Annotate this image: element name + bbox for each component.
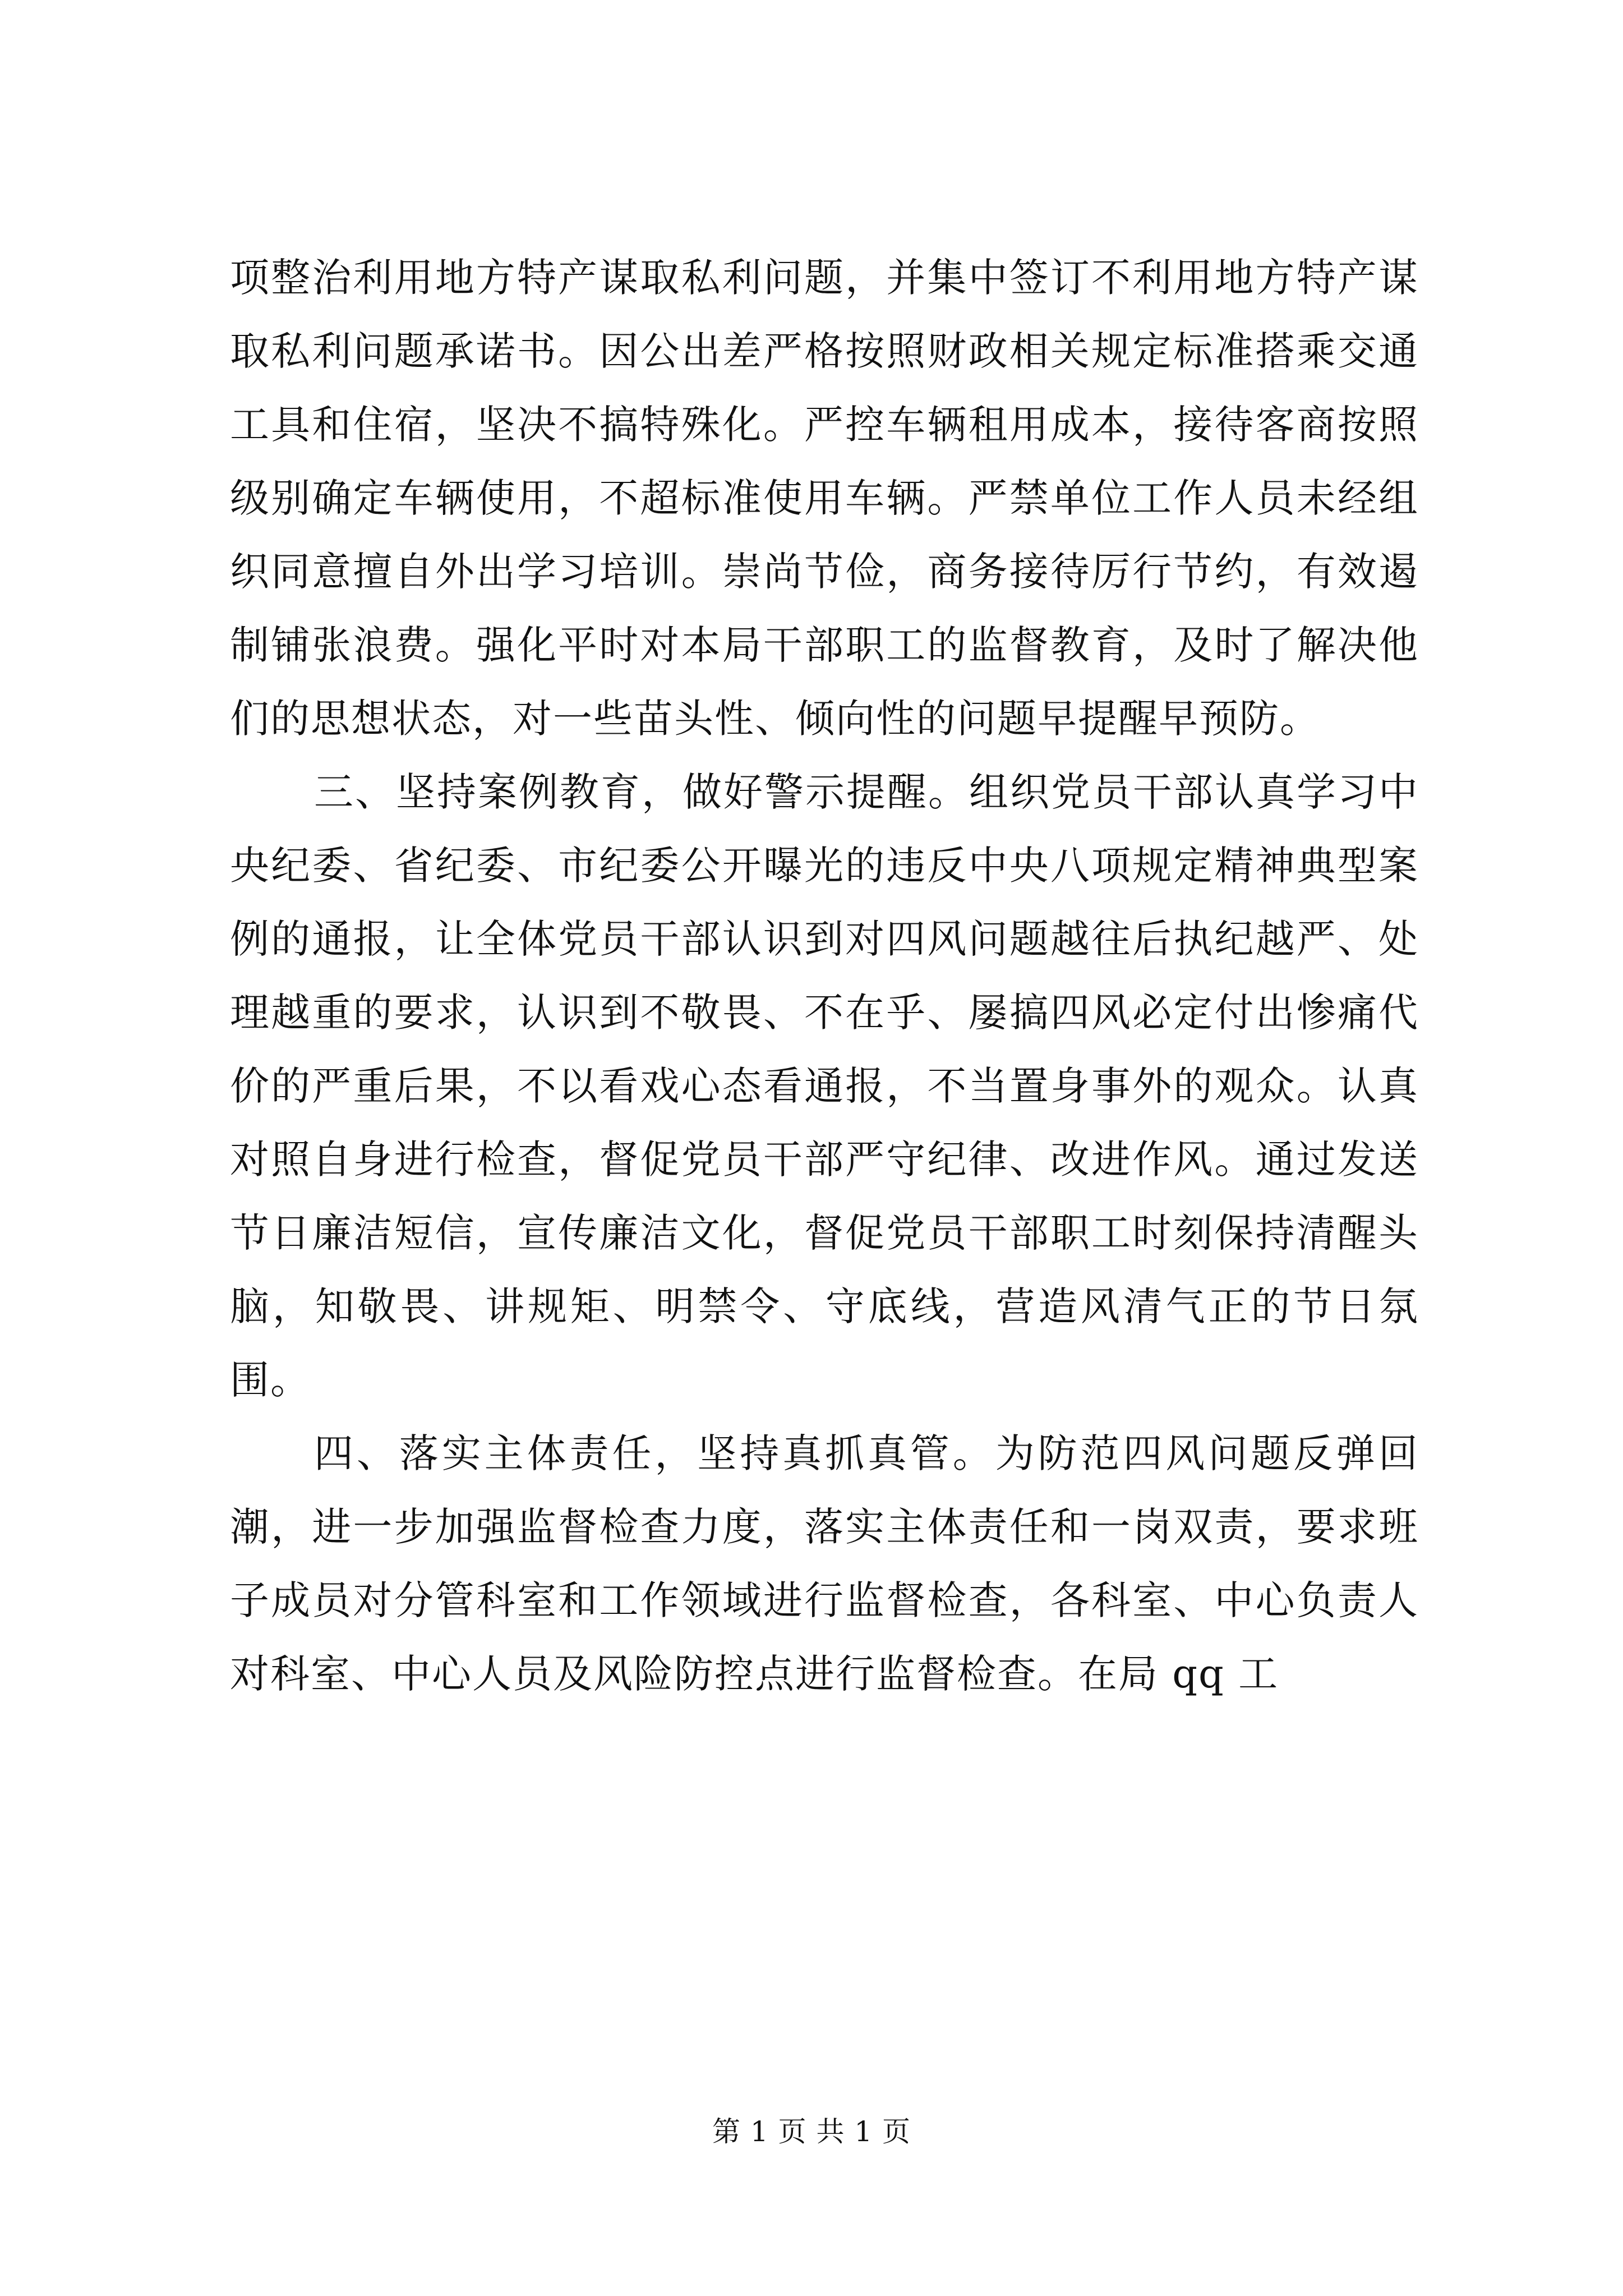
page-footer: 第 1 页 共 1 页 (712, 2115, 911, 2148)
document-body (230, 241, 1419, 1711)
paragraph-3: 四、落实主体责任，坚持真抓真管。为防范四风问题反弹回潮，进一步加强监督检查力度，落实主体责任和一岗双责，要求班子成员对分管科室和工作领域进行监督检查，各科室、中心负责人对科室、中心人员及风险防控点进行监督检查。在局 qq 工 (230, 1430, 1419, 1697)
paragraph-1: 项整治利用地方特产谋取私利问题，并集中签订不利用地方特产谋取私利问题承诺书。因公出差严格按照财政相关规定标准搭乘交通工具和住宿，坚决不搞特殊化。严控车辆租用成本，接待客商按照级别确定车辆使用，不超标准使用车辆。严禁单位工作人员未经组织同意擅自外出学习培训。崇尚节俭，商务接待厉行节约，有效遏制铺张浪费。强化平时对本局干部职工的监督教育，及时了解决他们的思想状态，对一些苗头性、倾向性的问题早提醒早预防。 (230, 255, 1419, 742)
paragraph-2: 三、坚持案例教育，做好警示提醒。组织党员干部认真学习中央纪委、省纪委、市纪委公开曝光的违反中央八项规定精神典型案例的通报，让全体党员干部认识到对四风问题越往后执纪越严、处理越重的要求，认识到不敬畏、不在乎、屡搞四风必定付出惨痛代价的严重后果，不以看戏心态看通报，不当置身事外的观众。认真对照自身进行检查，督促党员干部严守纪律、改进作风。通过发送节日廉洁短信，宣传廉洁文化，督促党员干部职工时刻保持清醒头脑，知敬畏、讲规矩、明禁令、守底线，营造风清气正的节日氛围。 (230, 769, 1419, 1403)
